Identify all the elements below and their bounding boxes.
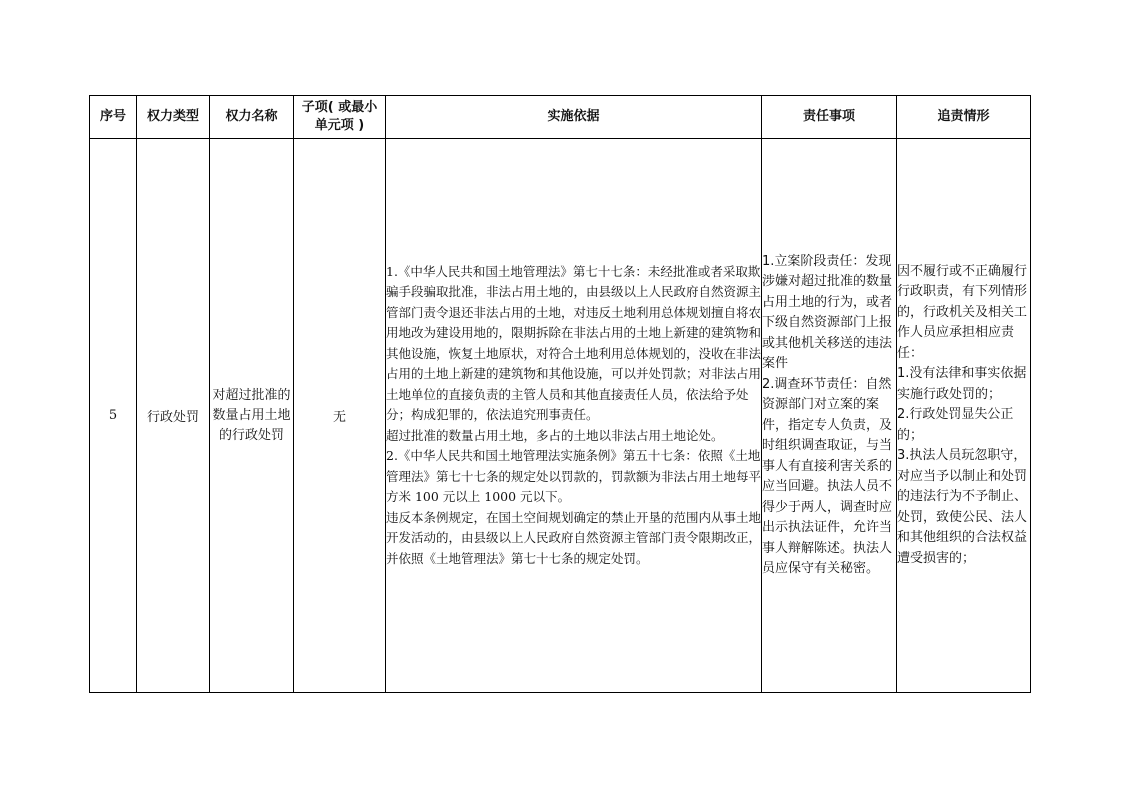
header-responsibility: 责任事项: [762, 96, 897, 139]
accountability-paragraph: 因不履行或不正确履行行政职责，有下列情形的，行政机关及相关工作人员应承担相应责任：: [897, 263, 1028, 361]
cell-basis: [386, 139, 762, 693]
responsibility-paragraph: 2.调查环节责任：自然资源部门对立案的案件，指定专人负责，及时组织调查取证，与当事人有直接利害关系的应当回避。执法人员不得少于两人，调查时应出示执法证件，允许当事人辩解陈述。执法人员应保守有关秘密。: [762, 376, 893, 576]
header-basis: 实施依据: [386, 96, 762, 139]
header-power-type: 权力类型: [137, 96, 210, 139]
cell-accountability: [897, 139, 1031, 693]
header-seq: 序号: [90, 96, 137, 139]
cell-sub-item: 无: [294, 139, 386, 693]
responsibility-paragraph: 1.立案阶段责任：发现涉嫌对超过批准的数量占用土地的行为，或者下级自然资源部门上报或其他机关移送的违法案件: [762, 253, 893, 371]
cell-power-name: 对超过批准的数量占用土地的行政处罚: [210, 139, 294, 693]
cell-responsibility: [762, 139, 897, 693]
basis-paragraph: 2.《中华人民共和国土地管理法实施条例》第五十七条：依照《土地管理法》第七十七条的规定处以罚款的，罚款额为非法占用土地每平方米 100 元以上 1000 元以下。: [386, 448, 762, 505]
header-sub-item-line2: 单元项 ): [314, 118, 365, 133]
header-accountability: 追责情形: [897, 96, 1031, 139]
header-sub-item-line1: 子项( 或最小: [301, 100, 378, 115]
basis-paragraph: 违反本条例规定，在国土空间规划确定的禁止开垦的范围内从事土地开发活动的，由县级以上人民政府自然资源主管部门责令限期改正，并依照《土地管理法》第七十七条的规定处罚。: [386, 509, 762, 566]
cell-power-type: 行政处罚: [137, 139, 210, 693]
cell-seq: 5: [90, 139, 137, 693]
table-row: [90, 139, 1031, 693]
accountability-paragraph: 3.执法人员玩忽职守，对应当予以制止和处罚的违法行为不予制止、处罚，致使公民、法人和其他组织的合法权益遭受损害的；: [897, 448, 1028, 566]
header-row: [90, 96, 1031, 139]
accountability-paragraph: 1.没有法律和事实依据实施行政处罚的；: [897, 366, 1027, 402]
basis-paragraph: 超过批准的数量占用土地，多占的土地以非法占用土地论处。: [386, 427, 724, 443]
header-sub-item: [294, 96, 386, 139]
accountability-paragraph: 2.行政处罚显失公正的；: [897, 407, 1014, 443]
header-power-name: 权力名称: [210, 96, 294, 139]
power-list-table: [89, 95, 1031, 693]
basis-paragraph: 1.《中华人民共和国土地管理法》第七十七条：未经批准或者采取欺骗手段骗取批准，非法占用土地的，由县级以上人民政府自然资源主管部门责令退还非法占用的土地，对违反土地利用总体规划擅自将农用地改为建设用地的，限期拆除在非法占用的土地上新建的建筑物和其他设施，恢复土地原状，对符合土地利用总体规划的，没收在非法占用的土地上新建的建筑物和其他设施，可以并处罚款；对非法占用土地单位的直接负责的主管人员和其他直接责任人员，依法给予处分；构成犯罪的，依法追究刑事责任。: [386, 263, 762, 423]
